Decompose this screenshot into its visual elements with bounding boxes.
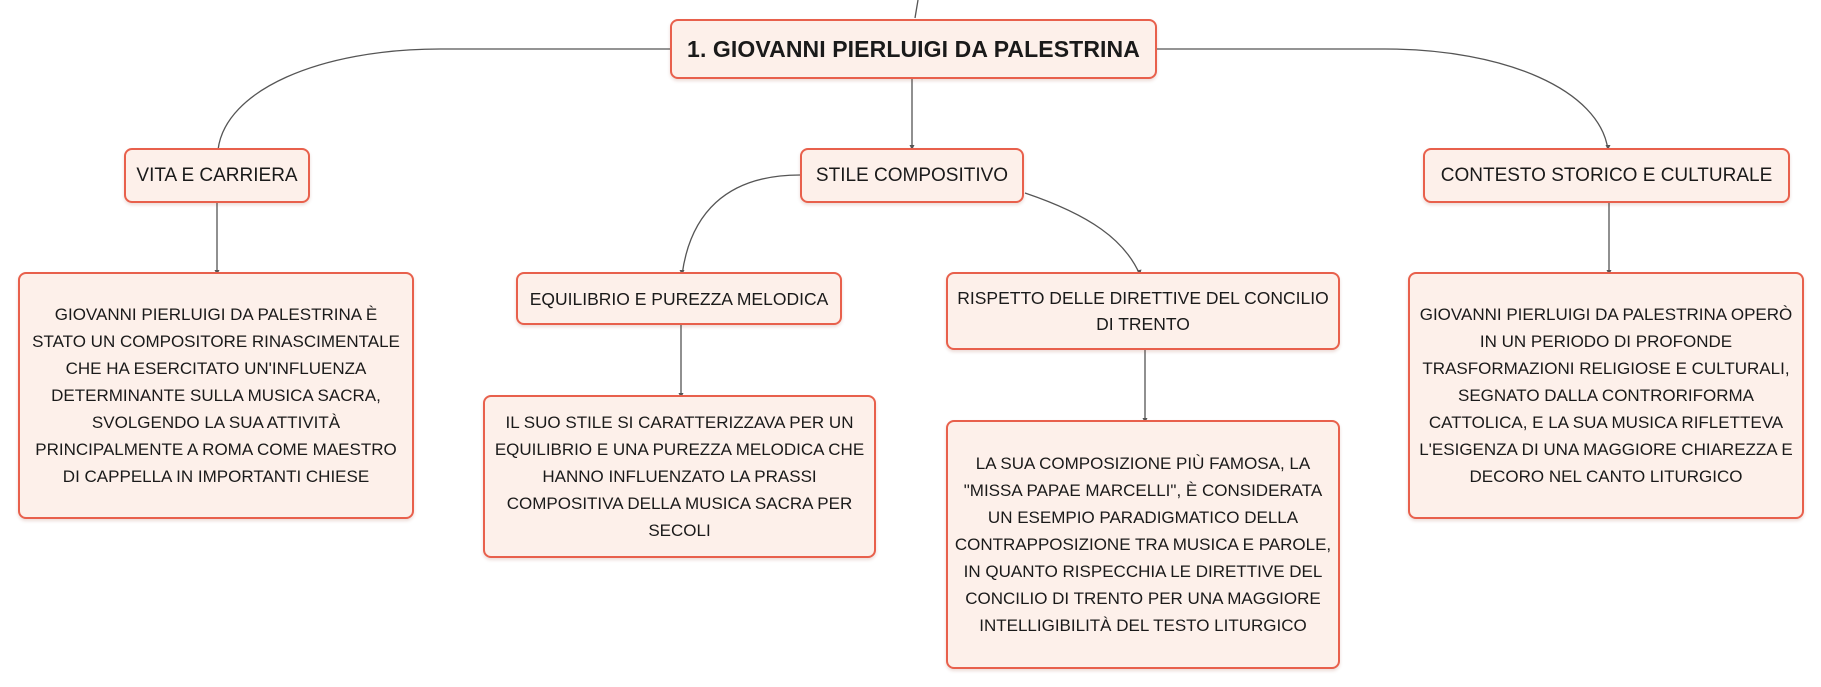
- subtopic-label: EQUILIBRIO E PUREZZA MELODICA: [529, 288, 829, 309]
- subtopic-label: RISPETTO DELLE DIRETTIVE DEL CONCILIO DI TRENTO: [957, 288, 1329, 334]
- detail-equilibrio[interactable]: [483, 395, 876, 558]
- connector-root-parent: [915, 0, 918, 18]
- connector-root-contesto: [1157, 49, 1608, 150]
- topic-vita-e-carriera[interactable]: [124, 148, 310, 203]
- detail-text: GIOVANNI PIERLUIGI DA PALESTRINA OPERÒ IN UN PERIODO DI PROFONDE TRASFORMAZIONI RELIGIOSE E CULTURALI, SEGNATO DALLA CONTRORIFORMA CATTOLICA, E LA SUA MUSICA RIFLETTEVA L'ESIGENZA DI UNA MAGGIORE CHIAREZZA E DECORO NEL CANTO LITURGICO: [1419, 305, 1793, 486]
- detail-rispetto[interactable]: [946, 420, 1340, 669]
- topic-contesto-storico[interactable]: [1423, 148, 1790, 203]
- connector-stile-rispetto: [1025, 193, 1140, 275]
- topic-label: VITA E CARRIERA: [136, 164, 298, 186]
- detail-vita[interactable]: [18, 272, 414, 519]
- topic-label: CONTESTO STORICO E CULTURALE: [1440, 164, 1773, 186]
- connector-stile-equilibrio: [682, 175, 800, 275]
- subtopic-rispetto[interactable]: [946, 272, 1340, 350]
- detail-contesto[interactable]: [1408, 272, 1804, 519]
- subtopic-equilibrio[interactable]: [516, 272, 842, 325]
- detail-text: IL SUO STILE SI CARATTERIZZAVA PER UN EQUILIBRIO E UNA PUREZZA MELODICA CHE HANNO INFLUENZATO LA PRASSI COMPOSITIVA DELLA MUSICA SACRA PER SECOLI: [494, 413, 865, 540]
- detail-text: GIOVANNI PIERLUIGI DA PALESTRINA È STATO UN COMPOSITORE RINASCIMENTALE CHE HA ESERCITATO UN'INFLUENZA DETERMINANTE SULLA MUSICA SACRA, SVOLGENDO LA SUA ATTIVITÀ PRINCIPALMENTE A ROMA COME MAESTRO DI CAPPELLA IN IMPORTANTI CHIESE: [32, 305, 400, 486]
- connector-root-vita: [218, 49, 670, 150]
- root-topic-label: 1. GIOVANNI PIERLUIGI DA PALESTRINA: [687, 35, 1140, 62]
- root-topic[interactable]: [670, 19, 1157, 79]
- detail-text: LA SUA COMPOSIZIONE PIÙ FAMOSA, LA "MISSA PAPAE MARCELLI", È CONSIDERATA UN ESEMPIO PARADIGMATICO DELLA CONTRAPPOSIZIONE TRA MUSICA E PAROLE, IN QUANTO RISPECCHIA LE DIRETTIVE DEL CONCILIO DI TRENTO PER UNA MAGGIORE INTELLIGIBILITÀ DEL TESTO LITURGICO: [954, 454, 1332, 635]
- topic-stile-compositivo[interactable]: [800, 148, 1024, 203]
- topic-label: STILE COMPOSITIVO: [815, 164, 1009, 186]
